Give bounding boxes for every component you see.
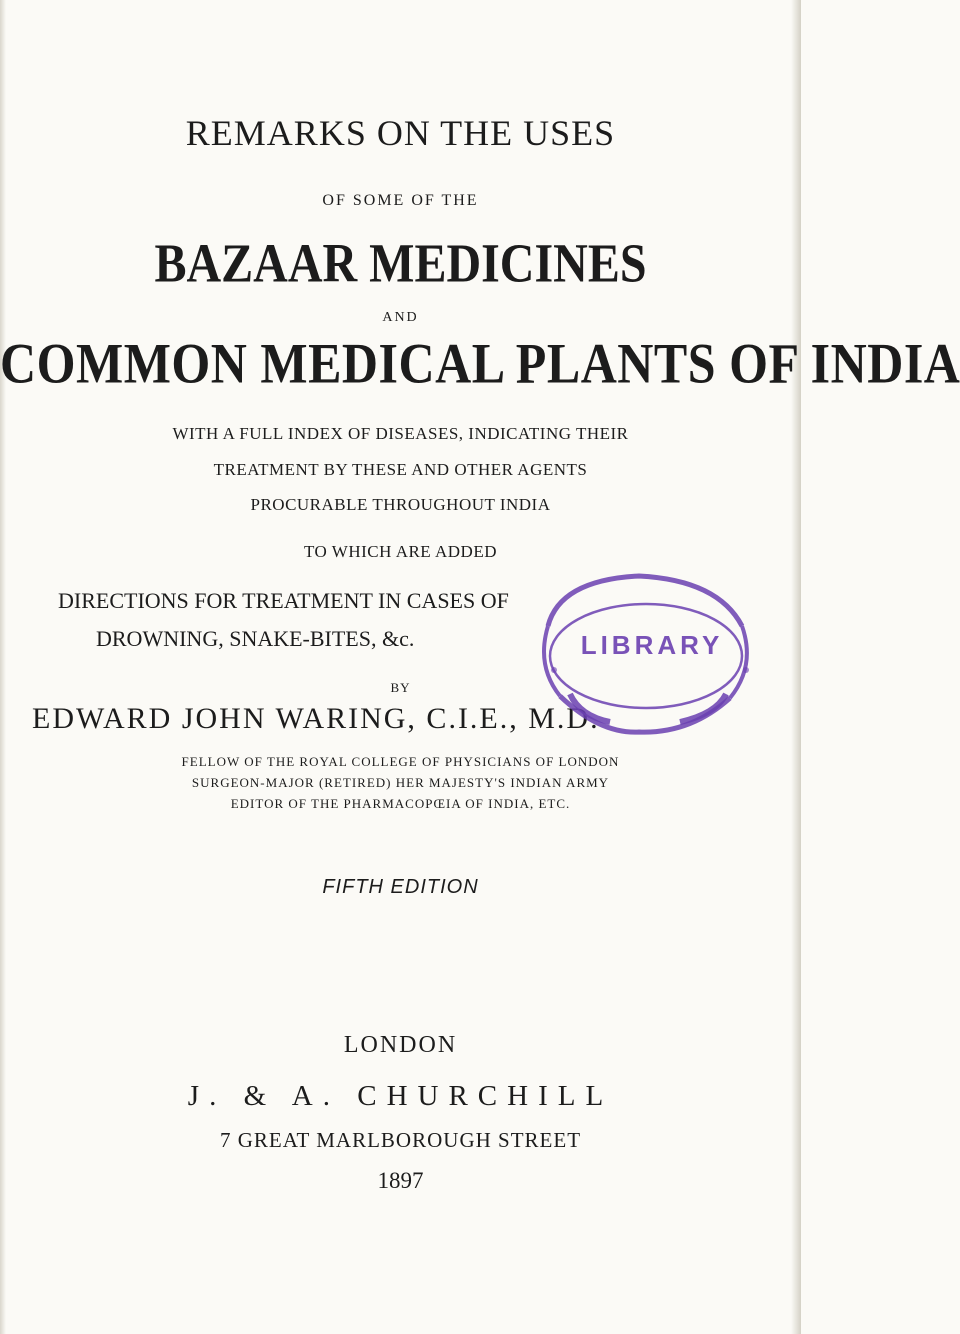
title-line-1: REMARKS ON THE USES: [185, 113, 616, 153]
imprint-publisher: J. & A. CHURCHILL: [187, 1080, 614, 1112]
library-stamp-text: LIBRARY: [580, 630, 724, 660]
author-credential-3: EDITOR OF THE PHARMACOPŒIA OF INDIA, ETC.: [230, 796, 571, 811]
subtitle-line-2: TREATMENT BY THESE AND OTHER AGENTS: [213, 460, 588, 479]
imprint-address: 7 GREAT MARLBOROUGH STREET: [219, 1128, 582, 1152]
imprint-year: 1897: [377, 1168, 424, 1193]
subtitle-line-1: WITH A FULL INDEX OF DISEASES, INDICATING THEIR: [172, 424, 629, 443]
edition-label: FIFTH EDITION: [322, 876, 479, 898]
author-credential-1: FELLOW OF THE ROYAL COLLEGE OF PHYSICIANS OF LONDON: [181, 754, 620, 769]
imprint-city: LONDON: [343, 1032, 458, 1058]
author-name: EDWARD JOHN WARING, C.I.E., M.D.: [32, 702, 600, 735]
title-line-4: AND: [382, 310, 419, 325]
author-credential-2: SURGEON-MAJOR (RETIRED) HER MAJESTY'S INDIAN ARMY: [191, 775, 610, 790]
library-stamp: [520, 566, 758, 744]
subtitle-line-3: PROCURABLE THROUGHOUT INDIA: [250, 495, 551, 514]
title-line-3: BAZAAR MEDICINES: [154, 233, 647, 294]
title-line-2: OF SOME OF THE: [322, 192, 479, 209]
directions-line-2: DROWNING, SNAKE-BITES, &c.: [96, 626, 415, 651]
by-label: BY: [390, 680, 411, 695]
title-line-5: COMMON MEDICAL PLANTS OF INDIA: [0, 330, 960, 396]
directions-line-1: DIRECTIONS FOR TREATMENT IN CASES OF: [58, 588, 509, 613]
added-heading: TO WHICH ARE ADDED: [303, 542, 497, 561]
